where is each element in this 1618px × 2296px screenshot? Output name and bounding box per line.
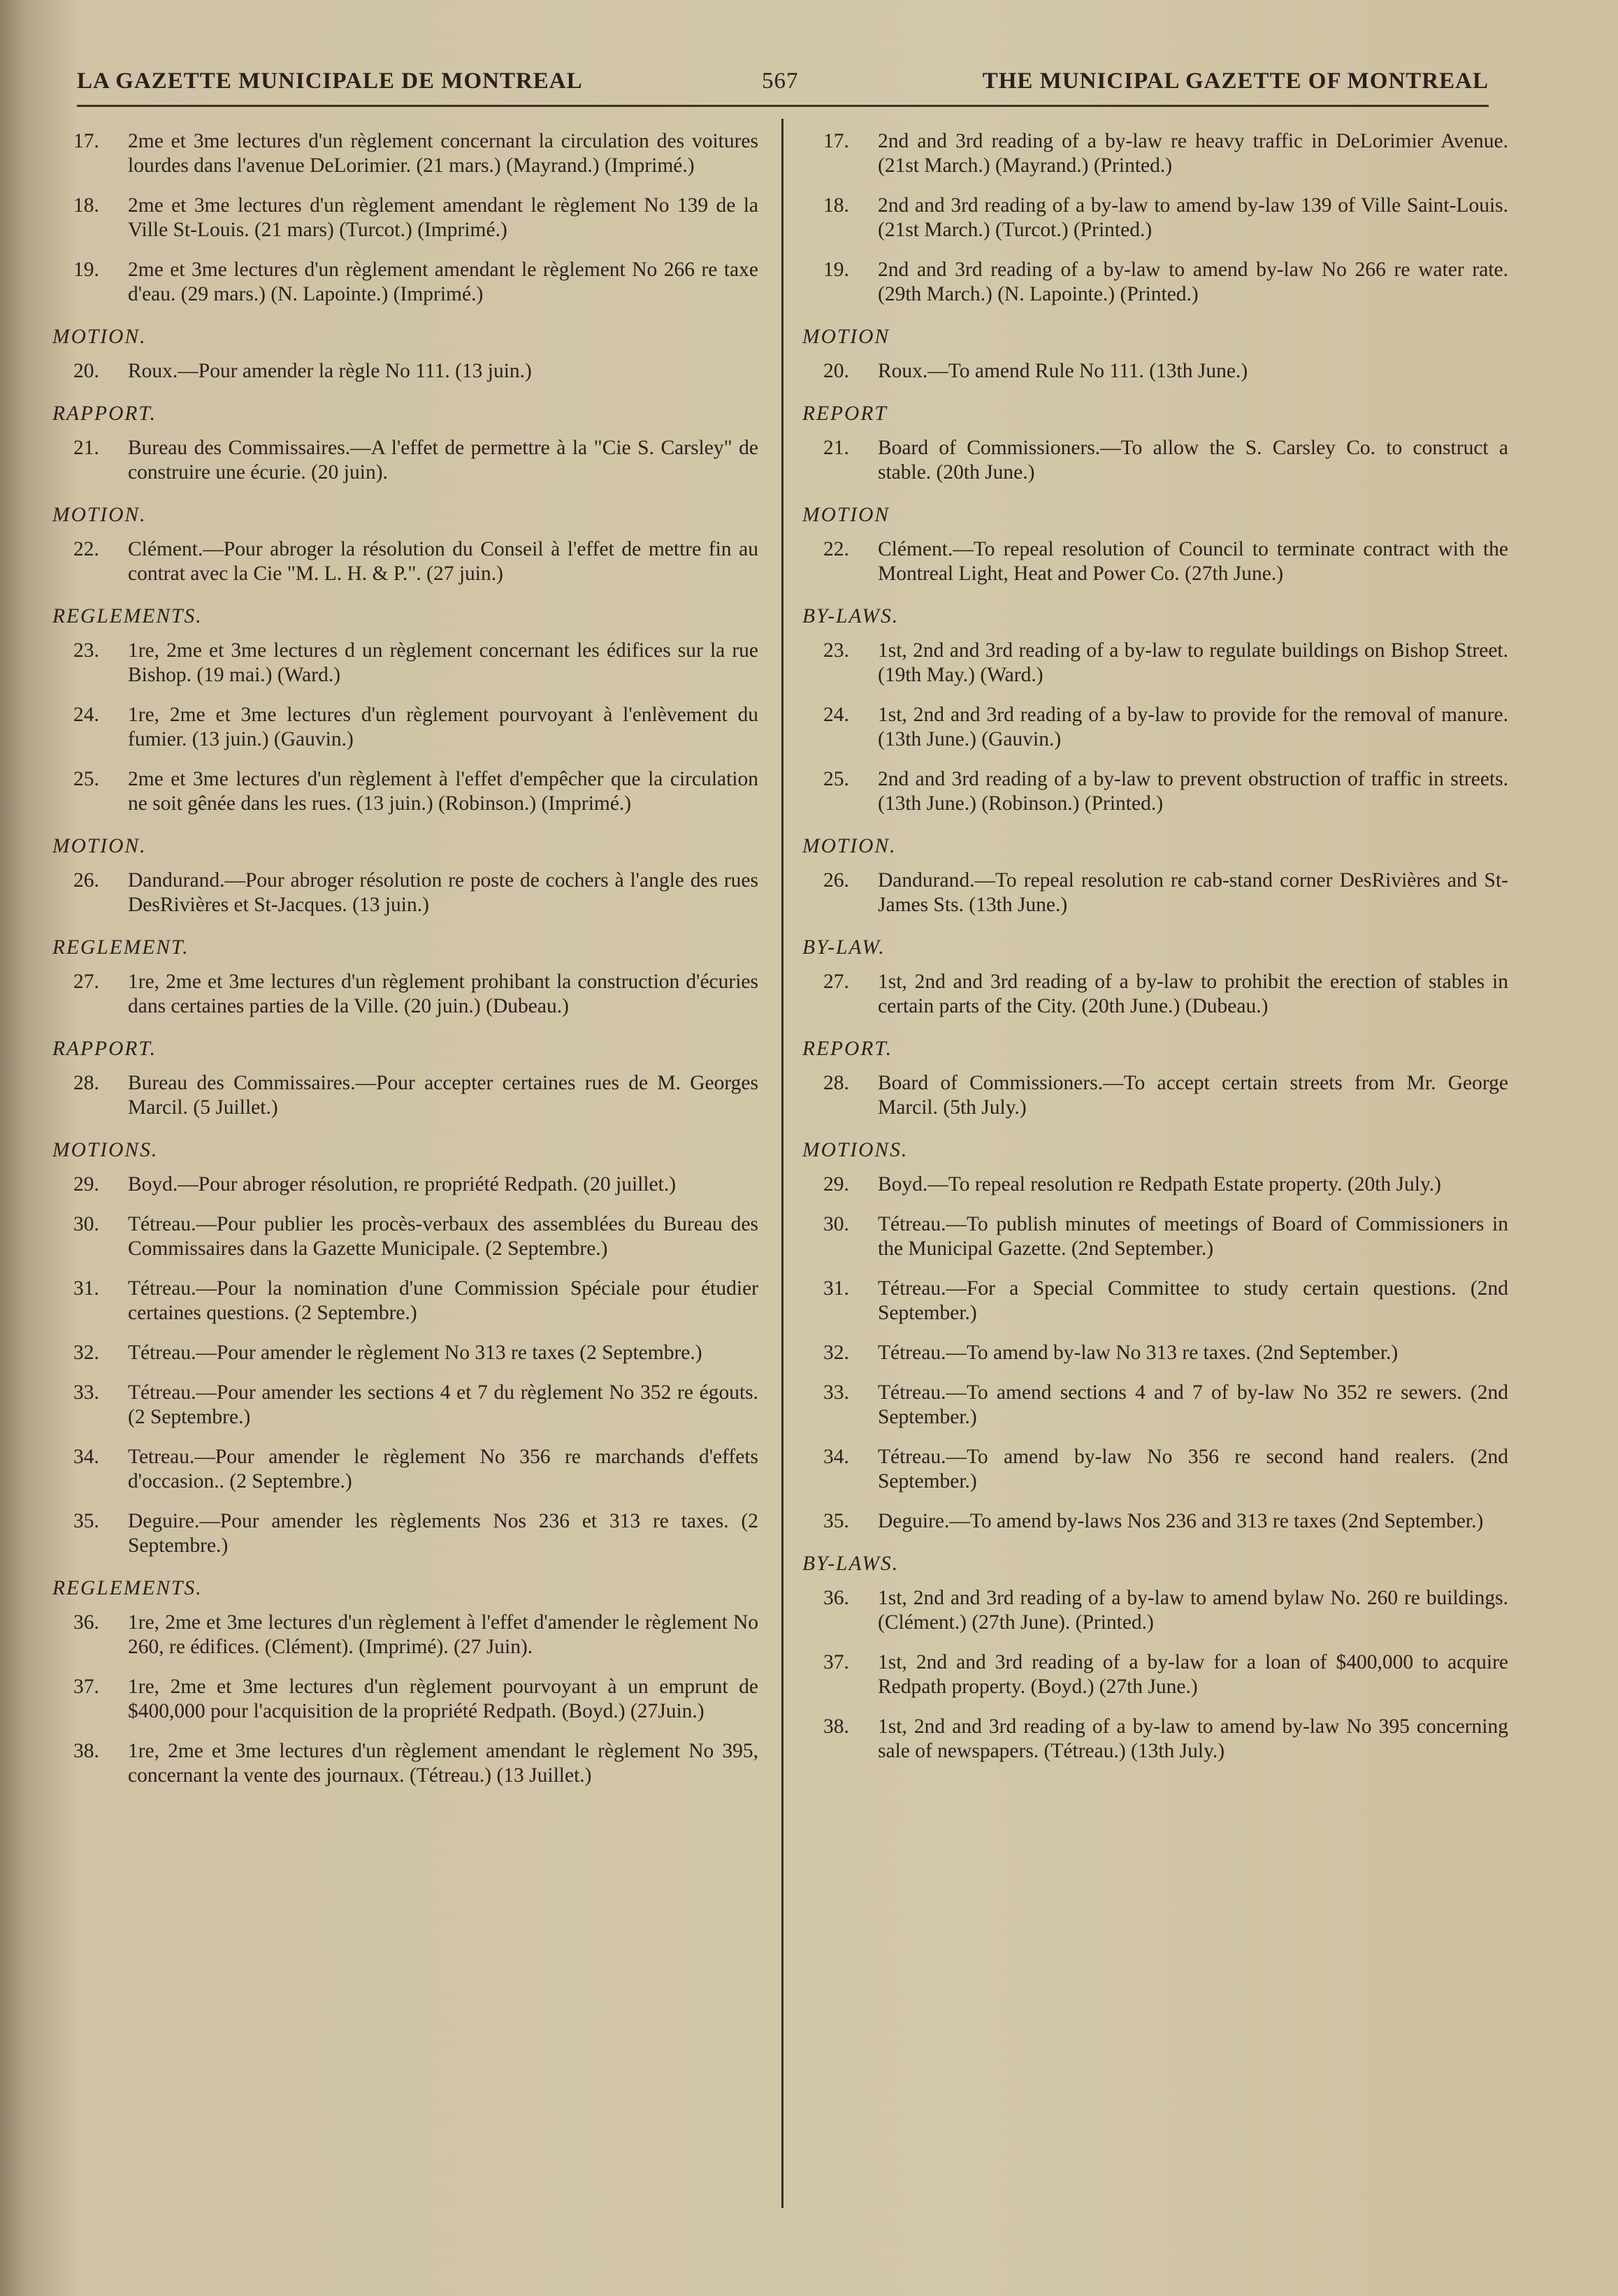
- item-number: 22.: [73, 538, 99, 560]
- item-number: 35.: [73, 1510, 99, 1532]
- item-number: 36.: [73, 1611, 99, 1634]
- french-agenda-item: [52, 703, 758, 752]
- item-number: 29.: [823, 1173, 849, 1196]
- item-text: 2me et 3me lectures d'un règlement à l'effet d'empêcher que la circulation ne soit gênée dans les rues. (13 juin.) (Robinson.) (Imprimé.): [128, 768, 758, 815]
- english-agenda-item: [802, 1650, 1508, 1699]
- item-text: 2nd and 3rd reading of a by-law to amend by-law 139 of Ville Saint-Louis. (21st March.) (Turcot.) (Printed.): [878, 194, 1508, 241]
- english-section-heading: REPORT: [802, 402, 888, 425]
- french-agenda-item: [52, 639, 758, 688]
- english-agenda-item: [802, 1172, 1508, 1197]
- french-section-heading: REGLEMENT.: [52, 936, 189, 959]
- item-number: 21.: [823, 437, 849, 459]
- header-title-english: THE MUNICIPAL GAZETTE OF MONTREAL: [982, 68, 1489, 94]
- item-number: 31.: [73, 1277, 99, 1300]
- french-agenda-item: [52, 359, 758, 384]
- item-text: Tétreau.—Pour amender le règlement No 313 re taxes (2 Septembre.): [128, 1342, 702, 1364]
- english-agenda-item: [802, 537, 1508, 586]
- item-text: Dandurand.—Pour abroger résolution re poste de cochers à l'angle des rues DesRivières et St-Jacques. (13 juin.): [128, 869, 758, 916]
- item-number: 26.: [73, 869, 99, 892]
- english-agenda-item: [802, 359, 1508, 384]
- item-text: Board of Commissioners.—To accept certain streets from Mr. George Marcil. (5th July.): [878, 1072, 1508, 1119]
- item-number: 22.: [823, 538, 849, 560]
- french-agenda-item: [52, 1341, 758, 1365]
- item-number: 27.: [823, 971, 849, 993]
- item-text: Deguire.—Pour amender les règlements Nos 236 et 313 re taxes. (2 Septembre.): [128, 1510, 758, 1557]
- item-text: 1re, 2me et 3me lectures d'un règlement pourvoyant à l'enlèvement du fumier. (13 juin.) (Gauvin.): [128, 704, 758, 750]
- item-text: 2nd and 3rd reading of a by-law re heavy traffic in DeLorimier Avenue. (21st March.) (Mayrand.) (Printed.): [878, 130, 1508, 177]
- english-column: [802, 129, 1508, 1779]
- french-agenda-item: [52, 1611, 758, 1659]
- item-text: 1st, 2nd and 3rd reading of a by-law to prohibit the erection of stables in certain parts of the City. (20th June.) (Dubeau.): [878, 971, 1508, 1017]
- item-text: 1re, 2me et 3me lectures d un règlement concernant les édifices sur la rue Bishop. (19 mai.) (Ward.): [128, 639, 758, 686]
- french-section-heading: MOTIONS.: [52, 1139, 159, 1161]
- english-agenda-item: [802, 639, 1508, 688]
- item-number: 34.: [823, 1446, 849, 1468]
- item-text: 1st, 2nd and 3rd reading of a by-law to regulate buildings on Bishop Street. (19th May.) (Ward.): [878, 639, 1508, 686]
- item-number: 23.: [73, 639, 99, 662]
- english-agenda-item: [802, 1071, 1508, 1120]
- item-number: 28.: [73, 1072, 99, 1094]
- item-number: 17.: [73, 130, 99, 152]
- item-text: 1st, 2nd and 3rd reading of a by-law to amend bylaw No. 260 re buildings. (Clément.) (27th June). (Printed.): [878, 1587, 1508, 1634]
- item-number: 32.: [823, 1342, 849, 1364]
- header-title-french: LA GAZETTE MUNICIPALE DE MONTREAL: [77, 68, 583, 94]
- item-text: Deguire.—To amend by-laws Nos 236 and 313 re taxes (2nd September.): [878, 1510, 1484, 1532]
- item-text: 2me et 3me lectures d'un règlement amendant le règlement No 139 de la Ville St-Louis. (21 mars) (Turcot.) (Imprimé.): [128, 194, 758, 241]
- french-agenda-item: [52, 1071, 758, 1120]
- item-number: 19.: [73, 259, 99, 281]
- french-agenda-item: [52, 1445, 758, 1494]
- column-divider: [781, 119, 783, 2208]
- item-text: 1re, 2me et 3me lectures d'un règlement à l'effet d'amender le règlement No 260, re édifices. (Clément). (Imprimé). (27 Juin).: [128, 1611, 758, 1658]
- item-number: 37.: [73, 1676, 99, 1698]
- english-agenda-item: [802, 194, 1508, 242]
- english-agenda-item: [802, 1445, 1508, 1494]
- french-agenda-item: [52, 194, 758, 242]
- item-number: 30.: [73, 1213, 99, 1235]
- english-agenda-item: [802, 1715, 1508, 1764]
- item-text: Dandurand.—To repeal resolution re cab-stand corner DesRivières and St-James Sts. (13th June.): [878, 869, 1508, 916]
- item-number: 25.: [823, 768, 849, 790]
- french-agenda-item: [52, 1509, 758, 1558]
- english-agenda-item: [802, 1341, 1508, 1365]
- item-number: 25.: [73, 768, 99, 790]
- item-number: 36.: [823, 1587, 849, 1609]
- page-number: 567: [762, 68, 799, 94]
- item-number: 17.: [823, 130, 849, 152]
- item-number: 35.: [823, 1510, 849, 1532]
- item-text: 1st, 2nd and 3rd reading of a by-law for a loan of $400,000 to acquire Redpath property. (Boyd.) (27th June.): [878, 1651, 1508, 1698]
- item-text: Tétreau.—For a Special Committee to study certain questions. (2nd September.): [878, 1277, 1508, 1324]
- english-agenda-item: [802, 703, 1508, 752]
- english-agenda-item: [802, 1509, 1508, 1534]
- english-agenda-item: [802, 1381, 1508, 1430]
- item-number: 31.: [823, 1277, 849, 1300]
- item-text: Clément.—To repeal resolution of Council to terminate contract with the Montreal Light, Heat and Power Co. (27th June.): [878, 538, 1508, 585]
- english-section-heading: BY-LAW.: [802, 936, 886, 959]
- french-agenda-item: [52, 1277, 758, 1325]
- french-agenda-item: [52, 1381, 758, 1430]
- french-agenda-item: [52, 537, 758, 586]
- item-number: 24.: [73, 704, 99, 726]
- item-text: Tétreau.—To amend sections 4 and 7 of by-law No 352 re sewers. (2nd September.): [878, 1381, 1508, 1428]
- item-number: 28.: [823, 1072, 849, 1094]
- french-agenda-item: [52, 970, 758, 1019]
- item-text: 2nd and 3rd reading of a by-law to amend by-law No 266 re water rate. (29th March.) (N. Lapointe.) (Printed.): [878, 259, 1508, 305]
- item-number: 19.: [823, 259, 849, 281]
- item-number: 20.: [73, 360, 99, 382]
- item-text: 2me et 3me lectures d'un règlement concernant la circulation des voitures lourdes dans l'avenue DeLorimier. (21 mars.) (Mayrand.) (Imprimé.): [128, 130, 758, 177]
- english-section-heading: REPORT.: [802, 1038, 893, 1060]
- item-number: 26.: [823, 869, 849, 892]
- item-text: Boyd.—To repeal resolution re Redpath Estate property. (20th July.): [878, 1173, 1441, 1196]
- item-text: Tétreau.—To publish minutes of meetings of Board of Commissioners in the Municipal Gazette. (2nd September.): [878, 1213, 1508, 1260]
- item-text: Boyd.—Pour abroger résolution, re propriété Redpath. (20 juillet.): [128, 1173, 677, 1196]
- french-agenda-item: [52, 436, 758, 485]
- french-column: [52, 129, 758, 1803]
- item-text: 2me et 3me lectures d'un règlement amendant le règlement No 266 re taxe d'eau. (29 mars.) (N. Lapointe.) (Imprimé.): [128, 259, 758, 305]
- english-section-heading: MOTION.: [802, 835, 897, 857]
- item-text: Bureau des Commissaires.—A l'effet de permettre à la "Cie S. Carsley" de construire une écurie. (20 juin).: [128, 437, 758, 484]
- english-section-heading: BY-LAWS.: [802, 605, 900, 627]
- item-number: 24.: [823, 704, 849, 726]
- item-text: 1st, 2nd and 3rd reading of a by-law to amend by-law No 395 concerning sale of newspapers. (Tétreau.) (13th July.): [878, 1715, 1508, 1762]
- english-section-heading: BY-LAWS.: [802, 1553, 900, 1575]
- french-agenda-item: [52, 258, 758, 307]
- item-number: 37.: [823, 1651, 849, 1673]
- french-agenda-item: [52, 129, 758, 178]
- item-text: Tétreau.—Pour publier les procès-verbaux des assemblées du Bureau des Commissaires dans la Gazette Municipale. (2 Septembre.): [128, 1213, 758, 1260]
- english-section-heading: MOTIONS.: [802, 1139, 909, 1161]
- page-header: [77, 64, 1489, 107]
- item-text: 2nd and 3rd reading of a by-law to prevent obstruction of traffic in streets. (13th June.) (Robinson.) (Printed.): [878, 768, 1508, 815]
- french-section-heading: RAPPORT.: [52, 1038, 157, 1060]
- item-number: 33.: [73, 1381, 99, 1404]
- english-agenda-item: [802, 436, 1508, 485]
- item-text: Tétreau.—To amend by-law No 313 re taxes. (2nd September.): [878, 1342, 1399, 1364]
- item-text: 1re, 2me et 3me lectures d'un règlement pourvoyant à un emprunt de $400,000 pour l'acquisition de la propriété Redpath. (Boyd.) (27Juin.): [128, 1676, 758, 1722]
- item-text: Roux.—Pour amender la règle No 111. (13 juin.): [128, 360, 532, 382]
- item-text: 1st, 2nd and 3rd reading of a by-law to provide for the removal of manure. (13th June.) (Gauvin.): [878, 704, 1508, 750]
- item-number: 33.: [823, 1381, 849, 1404]
- item-text: Tétreau.—To amend by-law No 356 re second hand realers. (2nd September.): [878, 1446, 1508, 1492]
- french-agenda-item: [52, 767, 758, 816]
- item-number: 38.: [823, 1715, 849, 1738]
- item-text: Tétreau.—Pour la nomination d'une Commission Spéciale pour étudier certaines questions. (2 Septembre.): [128, 1277, 758, 1324]
- item-text: Board of Commissioners.—To allow the S. Carsley Co. to construct a stable. (20th June.): [878, 437, 1508, 484]
- item-text: Clément.—Pour abroger la résolution du Conseil à l'effet de mettre fin au contrat avec la Cie "M. L. H. & P.". (27 juin.): [128, 538, 758, 585]
- french-section-heading: REGLEMENTS.: [52, 605, 203, 627]
- english-agenda-item: [802, 258, 1508, 307]
- item-text: 1re, 2me et 3me lectures d'un règlement amendant le règlement No 395, concernant la vente des journaux. (Tétreau.) (13 Juillet.): [128, 1740, 758, 1787]
- item-number: 34.: [73, 1446, 99, 1468]
- french-section-heading: MOTION.: [52, 504, 147, 526]
- item-number: 38.: [73, 1740, 99, 1762]
- english-section-heading: MOTION: [802, 504, 890, 526]
- french-agenda-item: [52, 1172, 758, 1197]
- english-agenda-item: [802, 1586, 1508, 1635]
- item-number: 32.: [73, 1342, 99, 1364]
- french-agenda-item: [52, 1675, 758, 1724]
- french-agenda-item: [52, 869, 758, 917]
- french-agenda-item: [52, 1212, 758, 1261]
- item-text: Bureau des Commissaires.—Pour accepter certaines rues de M. Georges Marcil. (5 Juillet.): [128, 1072, 758, 1119]
- english-section-heading: MOTION: [802, 326, 890, 348]
- english-agenda-item: [802, 129, 1508, 178]
- item-number: 18.: [823, 194, 849, 217]
- english-agenda-item: [802, 1277, 1508, 1325]
- english-agenda-item: [802, 869, 1508, 917]
- item-text: Tetreau.—Pour amender le règlement No 356 re marchands d'effets d'occasion.. (2 Septembre.): [128, 1446, 758, 1492]
- french-section-heading: REGLEMENTS.: [52, 1577, 203, 1599]
- item-number: 29.: [73, 1173, 99, 1196]
- item-number: 23.: [823, 639, 849, 662]
- item-number: 30.: [823, 1213, 849, 1235]
- item-number: 21.: [73, 437, 99, 459]
- french-section-heading: RAPPORT.: [52, 402, 157, 425]
- french-section-heading: MOTION.: [52, 326, 147, 348]
- english-agenda-item: [802, 1212, 1508, 1261]
- item-text: Tétreau.—Pour amender les sections 4 et 7 du règlement No 352 re égouts. (2 Septembre.): [128, 1381, 758, 1428]
- item-number: 27.: [73, 971, 99, 993]
- item-number: 20.: [823, 360, 849, 382]
- english-agenda-item: [802, 767, 1508, 816]
- french-agenda-item: [52, 1739, 758, 1788]
- english-agenda-item: [802, 970, 1508, 1019]
- item-number: 18.: [73, 194, 99, 217]
- item-text: Roux.—To amend Rule No 111. (13th June.): [878, 360, 1248, 382]
- item-text: 1re, 2me et 3me lectures d'un règlement prohibant la construction d'écuries dans certaines parties de la Ville. (20 juin.) (Dubeau.): [128, 971, 758, 1017]
- french-section-heading: MOTION.: [52, 835, 147, 857]
